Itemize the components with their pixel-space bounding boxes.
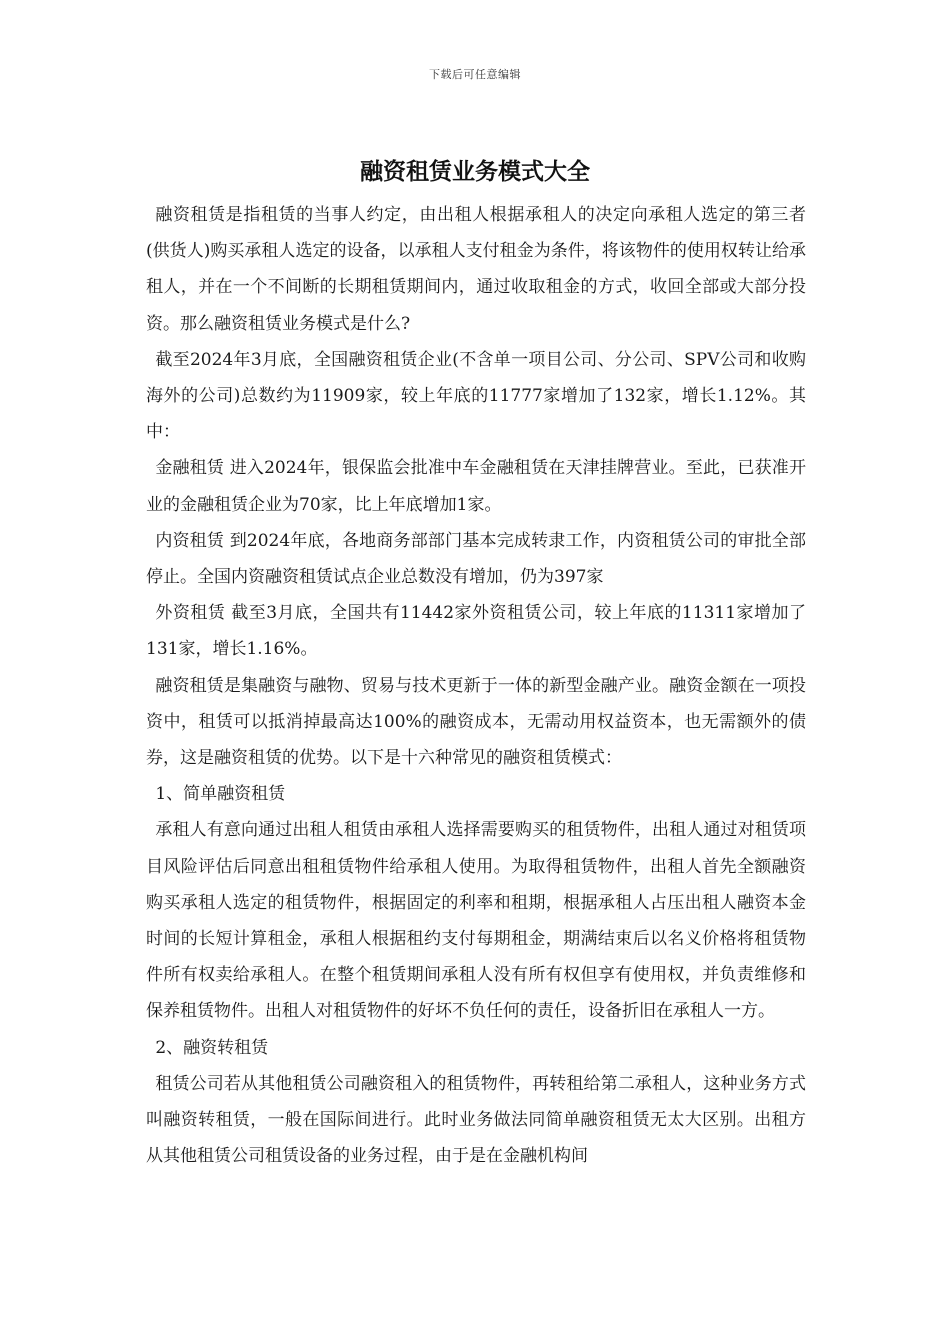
document-title: 融资租赁业务模式大全 xyxy=(360,158,590,185)
document-body xyxy=(146,197,806,1174)
paragraph-sublease: 租赁公司若从其他租赁公司融资租入的租赁物件，再转租给第二承租人，这种业务方式叫融资转租赁，一般在国际间进行。此时业务做法同简单融资租赁无太大区别。出租方从其他租赁公司租赁设备的业务过程，由于是在金融机构间 xyxy=(146,1073,806,1167)
paragraph-intro: 融资租赁是指租赁的当事人约定，由出租人根据承租人的决定向承租人选定的第三者(供货人)购买承租人选定的设备，以承租人支付租金为条件，将该物件的使用权转让给承租人，并在一个不间断的长期租赁期间内，通过收取租金的方式，收回全部或大部分投资。那么融资租赁业务模式是什么? xyxy=(146,205,806,334)
paragraph-financial-leasing: 金融租赁 进入2024年，银保监会批准中车金融租赁在天津挂牌营业。至此，已获准开业的金融租赁企业为70家，比上年底增加1家。 xyxy=(146,458,806,515)
paragraph-domestic-leasing: 内资租赁 到2024年底，各地商务部部门基本完成转隶工作，内资租赁公司的审批全部停止。全国内资融资租赁试点企业总数没有增加，仍为397家 xyxy=(146,530,806,588)
section-heading-1: 1、简单融资租赁 xyxy=(155,784,286,805)
section-heading-2: 2、融资转租赁 xyxy=(155,1037,269,1058)
paragraph-foreign-leasing: 外资租赁 截至3月底，全国共有11442家外资租赁公司，较上年底的11311家增加了131家，增长1.16%。 xyxy=(146,603,806,660)
paragraph-advantages: 融资租赁是集融资与融物、贸易与技术更新于一体的新型金融产业。融资金额在一项投资中，租赁可以抵消掉最高达100%的融资成本，无需动用权益资本，也无需额外的债券，这是融资租赁的优势。以下是十六种常见的融资租赁模式： xyxy=(146,675,806,769)
paragraph-statistics: 截至2024年3月底，全国融资租赁企业(不含单一项目公司、分公司、SPV公司和收购海外的公司)总数约为11909家，较上年底的11777家增加了132家，增长1.12%。其中： xyxy=(146,349,806,443)
header-note: 下载后可任意编辑 xyxy=(429,68,521,81)
paragraph-simple-leasing: 承租人有意向通过出租人租赁由承租人选择需要购买的租赁物件，出租人通过对租赁项目风险评估后同意出租租赁物件给承租人使用。为取得租赁物件，出租人首先全额融资购买承租人选定的租赁物件，根据固定的利率和租期，根据承租人占压出租人融资本金时间的长短计算租金，承租人根据租约支付每期租金，期满结束后以名义价格将租赁物件所有权卖给承租人。在整个租赁期间承租人没有所有权但享有使用权，并负责维修和保养租赁物件。出租人对租赁物件的好坏不负任何的责任，设备折旧在承租人一方。 xyxy=(146,820,806,1022)
